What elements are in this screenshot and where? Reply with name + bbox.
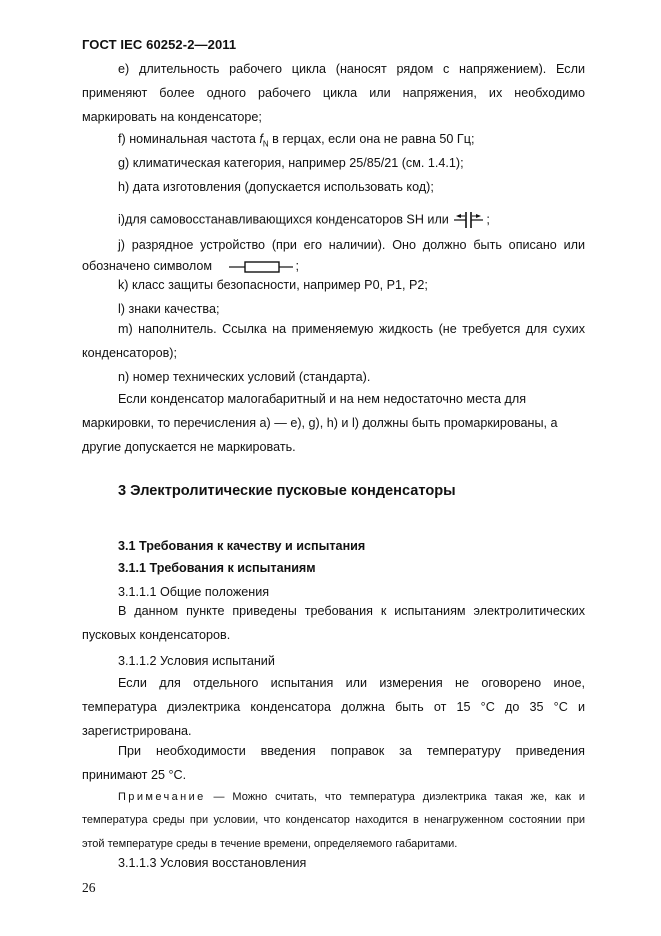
- item-n: n) номер технических условий (стандарта).: [118, 370, 371, 384]
- item-f-symbol: f: [259, 132, 263, 146]
- item-e: [82, 58, 585, 129]
- item-f-prefix: f) номинальная частота: [118, 132, 260, 146]
- item-f: [118, 131, 474, 153]
- item-l: l) знаки качества;: [118, 302, 220, 316]
- item-e-prefix: e): [118, 62, 130, 76]
- item-i-text: i)для самовосстанавливающихся конденсаторов SH или: [118, 212, 449, 227]
- item-j: j) разрядное устройство (при его наличии). Оно должно быть описано или: [118, 238, 585, 252]
- document-code-header: ГОСТ IEC 60252-2—2011: [82, 37, 237, 52]
- item-j-end: ;: [295, 259, 299, 273]
- section-3-heading: 3 Электролитические пусковые конденсаторы: [118, 483, 456, 499]
- page-number: 26: [82, 880, 96, 895]
- item-f-suffix: в герцах, если она не равна 50 Гц;: [268, 132, 475, 146]
- note-paragraph: [82, 786, 585, 856]
- item-j-line2-text: обозначено символом: [82, 259, 212, 273]
- note-label: Примечание: [118, 791, 206, 803]
- item-e-text: длительность рабочего цикла (наносят рядом с напряжением). Если применяют более одного рабочего цикла или напряжения, их необходимо маркировать на конденсаторе;: [82, 62, 585, 124]
- item-i: [118, 210, 490, 230]
- section-3-1-1-1-heading: 3.1.1.1 Общие положения: [118, 585, 270, 599]
- item-k: k) класс защиты безопасности, например P0, P1, P2;: [118, 278, 428, 292]
- item-f-subscript: N: [262, 139, 269, 149]
- item-j-line2: [82, 258, 299, 275]
- item-g: g) климатическая категория, например 25/85/21 (см. 1.4.1);: [118, 156, 464, 170]
- temperature-correction-paragraph: При необходимости введения поправок за температуру приведения принимают 25 °С.: [82, 744, 585, 782]
- discharge-resistor-symbol: [229, 259, 295, 275]
- test-conditions-paragraph: Если для отдельного испытания или измерения не оговорено иное, температура диэлектрика конденсатора должна быть от 15 °С до 35 °С и зарегистрирована.: [82, 676, 585, 738]
- section-3-1-1-3-heading: 3.1.1.3 Условия восстановления: [118, 856, 307, 870]
- section-3-1-heading: 3.1 Требования к качеству и испытания: [118, 539, 366, 553]
- item-h: h) дата изготовления (допускается использовать код);: [118, 180, 434, 194]
- item-m: m) наполнитель. Ссылка на применяемую жидкость (не требуется для сухих конденсаторов);: [82, 322, 585, 360]
- item-i-end: ;: [486, 212, 490, 227]
- section-3-1-1-2-heading: 3.1.1.2 Условия испытаний: [118, 654, 275, 668]
- note-text: — Можно считать, что температура диэлектрика такая же, как и температура среды при условии, что конденсатор находится в ненагруженном состоянии при этой температуре среды в течение времени, определяемого габаритами.: [82, 791, 585, 850]
- section-3-1-1-heading: 3.1.1 Требования к испытаниям: [118, 561, 316, 575]
- general-provisions-paragraph: В данном пункте приведены требования к испытаниям электролитических пусковых конденсаторов.: [82, 604, 585, 642]
- self-healing-capacitor-symbol: [452, 210, 486, 230]
- small-capacitor-paragraph: Если конденсатор малогабаритный и на нем недостаточно места для маркировки, то перечисления а) — e), g), h) и l) должны быть промаркированы, а другие допускается не маркировать.: [82, 392, 558, 454]
